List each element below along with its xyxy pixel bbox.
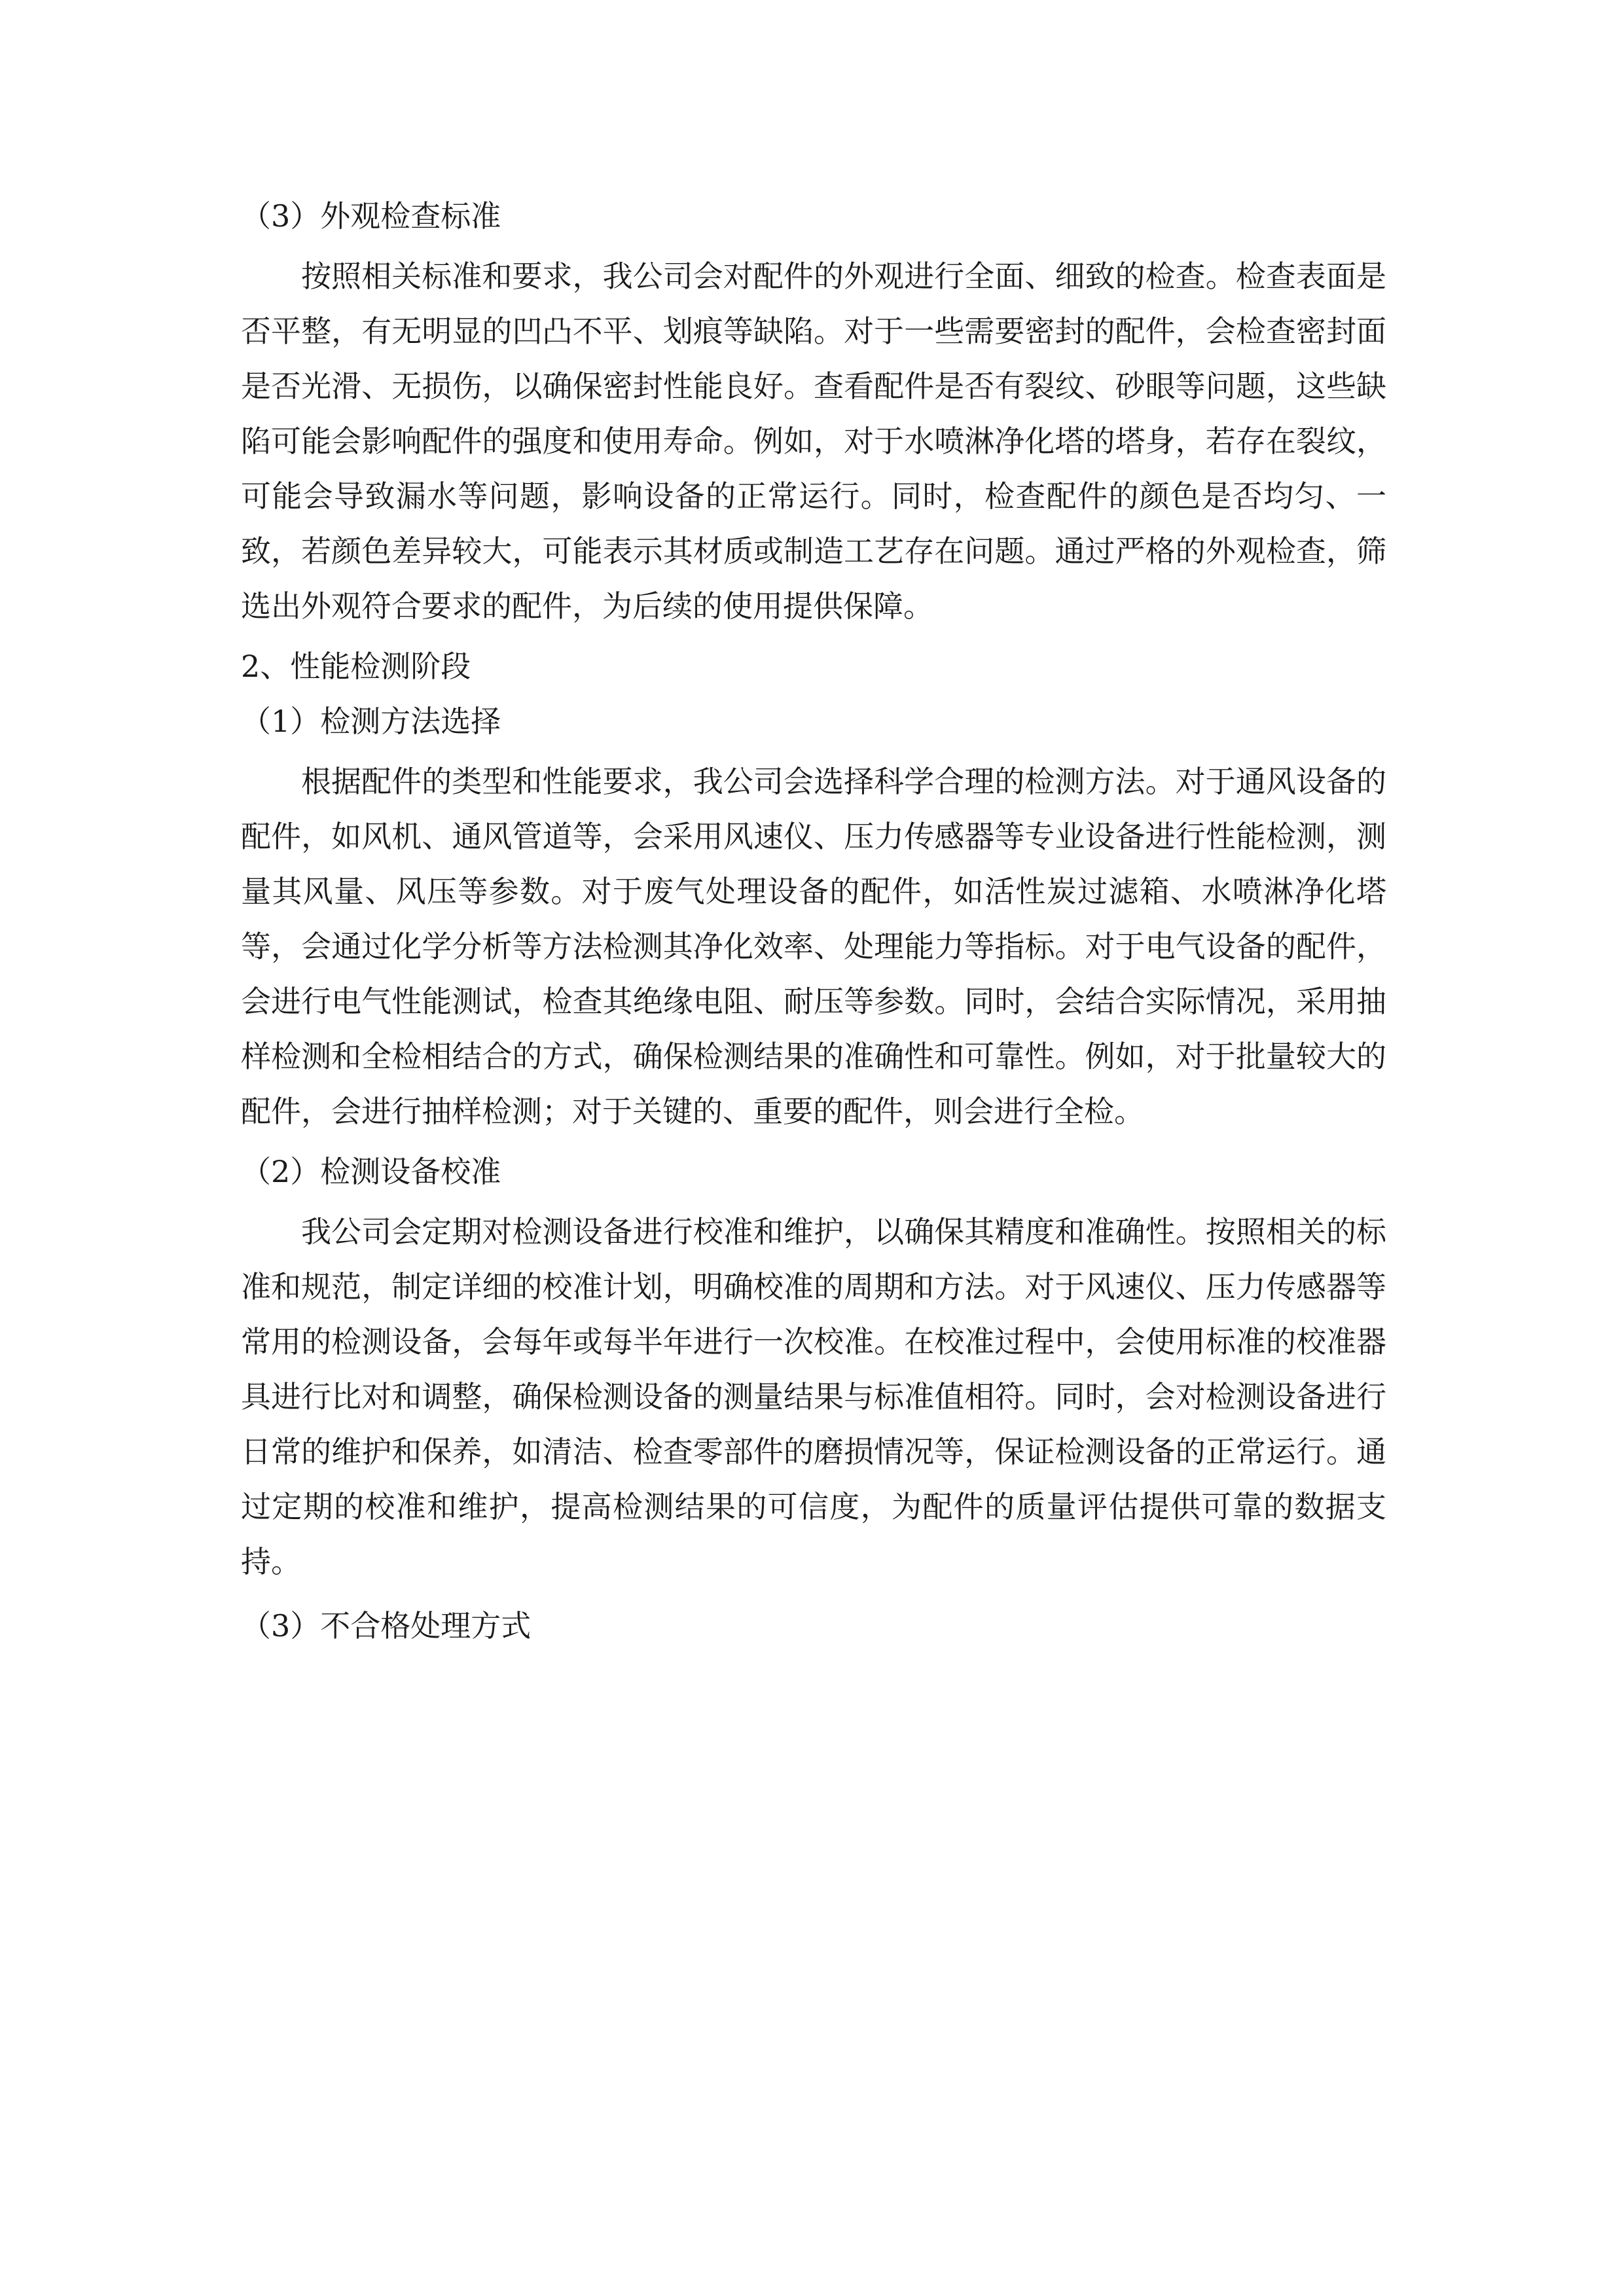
paragraph-appearance-inspection: 按照相关标准和要求，我公司会对配件的外观进行全面、细致的检查。检查表面是否平整，有无明显的凹凸不平、划痕等缺陷。对于一些需要密封的配件，会检查密封面是否光滑、无损伤，以确保密封性能良好。查看配件是否有裂纹、砂眼等问题，这些缺陷可能会影响配件的强度和使用寿命。例如，对于水喷淋净化塔的塔身，若存在裂纹，可能会导致漏水等问题，影响设备的正常运行。同时，检查配件的颜色是否均匀、一致，若颜色差异较大，可能表示其材质或制造工艺存在问题。通过严格的外观检查，筛选出外观符合要求的配件，为后续的使用提供保障。: [241, 259, 1386, 624]
heading-appearance-inspection-standard: （3）外观检查标准: [241, 198, 501, 234]
paragraph-testing-equipment-calibration: 我公司会定期对检测设备进行校准和维护，以确保其精度和准确性。按照相关的标准和规范，制定详细的校准计划，明确校准的周期和方法。对于风速仪、压力传感器等常用的检测设备，会每年或每半年进行一次校准。在校准过程中，会使用标准的校准器具进行比对和调整，确保检测设备的测量结果与标准值相符。同时，会对检测设备进行日常的维护和保养，如清洁、检查零部件的磨损情况等，保证检测设备的正常运行。通过定期的校准和维护，提高检测结果的可信度，为配件的质量评估提供可靠的数据支持。: [241, 1214, 1386, 1579]
paragraph-testing-method-selection: 根据配件的类型和性能要求，我公司会选择科学合理的检测方法。对于通风设备的配件，如风机、通风管道等，会采用风速仪、压力传感器等专业设备进行性能检测，测量其风量、风压等参数。对于废气处理设备的配件，如活性炭过滤箱、水喷淋净化塔等，会通过化学分析等方法检测其净化效率、处理能力等指标。对于电气设备的配件，会进行电气性能测试，检查其绝缘电阻、耐压等参数。同时，会结合实际情况，采用抽样检测和全检相结合的方式，确保检测结果的准确性和可靠性。例如，对于批量较大的配件，会进行抽样检测；对于关键的、重要的配件，则会进行全检。: [241, 764, 1386, 1129]
heading-nonconformity-handling: （3）不合格处理方式: [241, 1608, 532, 1643]
heading-testing-equipment-calibration: （2）检测设备校准: [241, 1154, 501, 1189]
document-body: [241, 188, 1386, 1653]
heading-testing-method-selection: （1）检测方法选择: [241, 704, 501, 739]
heading-performance-testing-stage: 2、性能检测阶段: [241, 649, 471, 684]
